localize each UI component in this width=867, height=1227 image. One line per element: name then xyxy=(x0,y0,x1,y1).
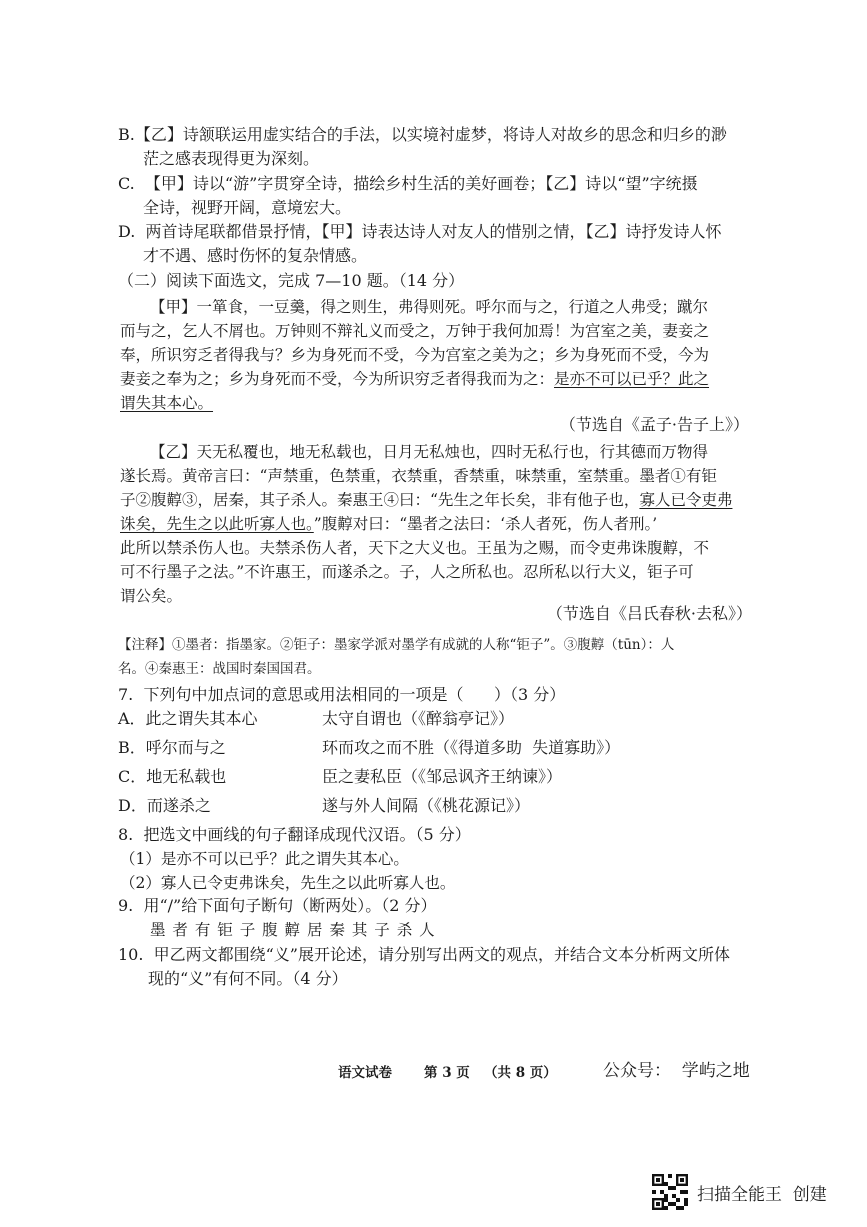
passage-yi-line: 可不行墨子之法。”不许惠王，而遂杀之。子，人之所私也。忍所私以行大义，钜子可 xyxy=(120,563,694,581)
question-7-option-b: B．呼尔而与之 xyxy=(118,738,226,757)
question-7-option-b-compare: 环而攻之而不胜（《得道多助 失道寡助》） xyxy=(322,738,621,757)
option-c-line2: 全诗，视野开阔，意境宏大。 xyxy=(143,198,352,217)
footer-subject: 语文试卷 xyxy=(338,1065,392,1081)
passage-yi-line: 【乙】天无私覆也，地无私载也，日月无私烛也，四时无私行也，行其德而万物得 xyxy=(150,443,709,461)
passage-jia-line: 而与之，乞人不屑也。万钟则不辩礼义而受之，万钟于我何加焉！为宫室之美，妻妾之 xyxy=(120,322,710,340)
passage-jia-line: 奉，所识穷乏者得我与？乡为身死而不受，今为宫室之美为之；乡为身死而不受，今为 xyxy=(120,346,710,364)
option-d-line2: 才不遇、感时伤怀的复杂情感。 xyxy=(143,246,368,265)
passage-jia-line xyxy=(120,368,709,390)
question-10-line1: 10. 甲乙两文都围绕“义”展开论述，请分别写出两文的观点，并结合文本分析两文所体 xyxy=(118,945,730,964)
question-8-stem: 8. 把选文中画线的句子翻译成现代汉语。（5 分） xyxy=(118,825,471,844)
footer-page-number: 第 3 页 xyxy=(424,1065,470,1081)
passage-yi-text: 子②腹䵍③，居秦，其子杀人。秦惠王④曰：“先生之年长矣，非有他子也， xyxy=(120,491,640,509)
annotation-line: 【注释】①墨者：指墨家。②钜子：墨家学派对墨学有成就的人称“钜子”。③腹䵍（tūn）：人 xyxy=(118,637,675,653)
question-9-sentence: 墨 者 有 钜 子 腹 䵍 居 秦 其 子 杀 人 xyxy=(150,921,436,939)
passage-jia-source: （节选自《孟子·告子上》） xyxy=(559,415,749,434)
underlined-sentence-2a: 寡人已令吏弗 xyxy=(639,491,733,509)
question-7-option-c: C．地无私载也 xyxy=(118,767,227,786)
question-7-option-d: D．而遂杀之 xyxy=(118,796,211,815)
question-8-sentence-1: （1）是亦不可以已乎？此之谓失其本心。 xyxy=(120,850,409,868)
passage-jia-line: 【甲】一箪食，一豆羹，得之则生，弗得则死。呼尔而与之，行道之人弗受；蹴尔 xyxy=(150,298,709,316)
option-b-line2: 茫之感表现得更为深刻。 xyxy=(143,149,320,168)
public-account-label: 公众号： 学屿之地 xyxy=(603,1061,750,1081)
section-heading: （二）阅读下面选文，完成 7—10 题。（14 分） xyxy=(118,271,465,290)
scanner-watermark: 扫描全能王 创建 xyxy=(697,1185,827,1205)
passage-yi-line xyxy=(120,489,732,511)
question-7-option-a: A．此之谓失其本心 xyxy=(118,709,258,728)
qr-code-icon xyxy=(652,1174,688,1210)
question-8-sentence-2: （2）寡人已令吏弗诛矣，先生之以此听寡人也。 xyxy=(120,874,456,892)
question-10-line2: 现的“义”有何不同。（4 分） xyxy=(148,969,348,988)
passage-yi-line xyxy=(120,513,657,535)
footer-page-total: （共 8 页） xyxy=(484,1065,557,1081)
option-b-line1: B.【乙】诗颔联运用虚实结合的手法，以实境衬虚梦，将诗人对故乡的思念和归乡的渺 xyxy=(118,125,727,144)
annotation-line: 名。④秦惠王：战国时秦国国君。 xyxy=(118,661,321,677)
question-7-option-c-compare: 臣之妻私臣（《邹忌讽齐王纳谏》） xyxy=(322,767,563,786)
underlined-sentence-1b: 谓失其本心。 xyxy=(120,394,214,412)
underlined-sentence-2b: 诛矣，先生之以此听寡人也。 xyxy=(120,515,314,533)
passage-yi-text: ”腹䵍对曰：“墨者之法曰：‘杀人者死，伤人者刑。’ xyxy=(313,515,658,533)
question-9-stem: 9. 用“/”给下面句子断句（断两处）。（2 分） xyxy=(118,896,437,915)
underlined-sentence-1a: 是亦不可以已乎？此之 xyxy=(554,370,710,388)
passage-yi-line: 遂长焉。黄帝言曰：“声禁重，色禁重，衣禁重，香禁重，味禁重，室禁重。墨者①有钜 xyxy=(120,467,717,485)
option-d-line1: D. 两首诗尾联都借景抒情，【甲】诗表达诗人对友人的惜别之情，【乙】诗抒发诗人怀 xyxy=(118,222,722,241)
passage-yi-source: （节选自《吕氏春秋·去私》） xyxy=(546,604,752,623)
passage-jia-text: 妻妾之奉为之；乡为身死而不受，今为所识穷乏者得我而为之： xyxy=(120,370,555,388)
question-7-option-d-compare: 遂与外人间隔（《桃花源记》） xyxy=(322,796,531,815)
passage-yi-line: 谓公矣。 xyxy=(120,587,183,605)
question-7-stem: 7. 下列句中加点词的意思或用法相同的一项是（ ）（3 分） xyxy=(118,685,566,704)
passage-yi-line: 此所以禁杀伤人也。夫禁杀伤人者，天下之大义也。王虽为之赐，而令吏弗诛腹䵍，不 xyxy=(120,539,710,557)
option-c-line1: C. 【甲】诗以“游”字贯穿全诗，描绘乡村生活的美好画卷；【乙】诗以“望”字统摄 xyxy=(118,174,698,193)
question-7-option-a-compare: 太守自谓也（《醉翁亭记》） xyxy=(322,709,515,728)
